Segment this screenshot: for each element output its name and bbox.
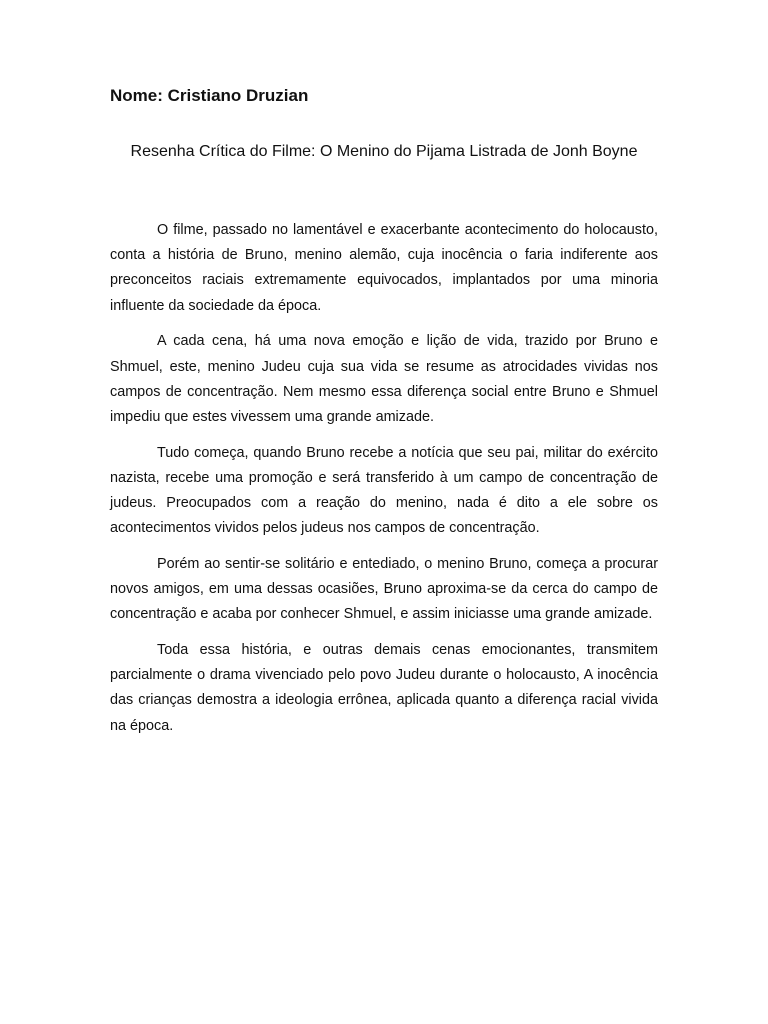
paragraph-1: O filme, passado no lamentável e exacerbante acontecimento do holocausto, conta a história de Bruno, menino alemão, cuja inocência o faria indiferente aos preconceitos raciais extremamente equivocados, implantados por uma minoria influente da sociedade da época.	[110, 222, 658, 314]
author-line: Nome: Cristiano Druzian	[110, 86, 309, 105]
review-title: Resenha Crítica do Filme: O Menino do Pijama Listrada de Jonh Boyne	[130, 143, 638, 160]
paragraph-2: A cada cena, há uma nova emoção e lição de vida, trazido por Bruno e Shmuel, este, menino Judeu cuja sua vida se resume as atrocidades vividas nos campos de concentração. Nem mesmo essa diferença social entre Bruno e Shmuel impediu que estes vivessem uma grande amizade.	[110, 333, 658, 425]
paragraph-5: Toda essa história, e outras demais cenas emocionantes, transmitem parcialmente o drama vivenciado pelo povo Judeu durante o holocausto, A inocência das crianças demostra a ideologia errônea, aplicada quanto a diferença racial vivida na época.	[110, 642, 658, 734]
review-body	[110, 218, 658, 749]
paragraph-4: Porém ao sentir-se solitário e entediado, o menino Bruno, começa a procurar novos amigos, em uma dessas ocasiões, Bruno aproxima-se da cerca do campo de concentração e acaba por conhecer Shmuel, e assim iniciasse uma grande amizade.	[110, 555, 658, 623]
paragraph-3: Tudo começa, quando Bruno recebe a notícia que seu pai, militar do exército nazista, recebe uma promoção e será transferido à um campo de concentração de judeus. Preocupados com a reação do menino, nada é dito a ele sobre os acontecimentos vividos pelos judeus nos campos de concentração.	[110, 444, 658, 537]
